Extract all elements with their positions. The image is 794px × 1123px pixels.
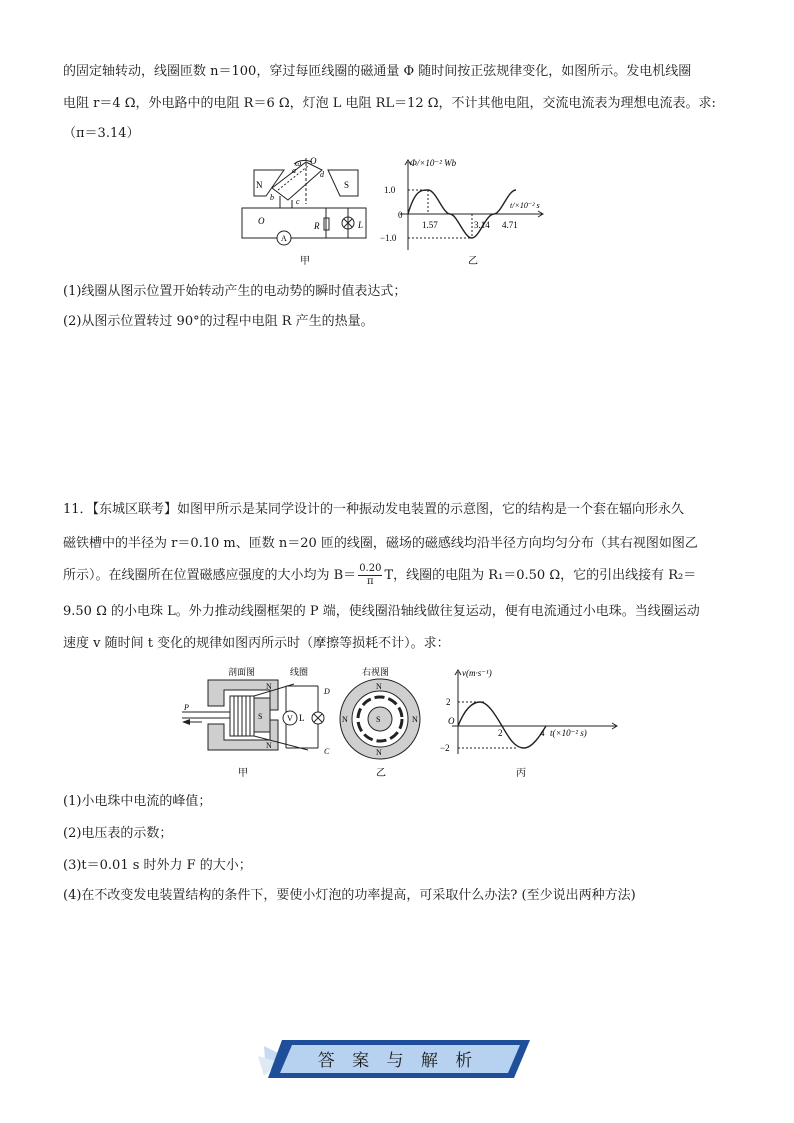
ammeter-label: A <box>281 234 287 243</box>
t-tick-1: 2 <box>498 728 503 738</box>
t-axis-label: t(×10⁻² s) <box>550 728 587 738</box>
figure-caption-bing: 丙 <box>516 768 526 779</box>
point-p-label: P <box>184 703 189 712</box>
x-tick-2: 3.14 <box>474 220 490 230</box>
y-axis-label: Φ/×10⁻² Wb <box>410 158 457 168</box>
voltmeter-label: V <box>287 714 293 723</box>
section-view-label: 剖面图 <box>228 668 256 678</box>
pole-n-top: N <box>266 682 272 691</box>
figure-caption-jia: 甲 <box>300 256 310 267</box>
x-tick-3: 4.71 <box>502 220 518 230</box>
corner-a-label: a <box>292 166 296 175</box>
y-tick-pos: 1.0 <box>384 185 396 195</box>
figure-caption-yi: 乙 <box>468 256 478 267</box>
figure-caption-yi-11: 乙 <box>376 768 386 779</box>
q10-text-line-2: 电阻 r＝4 Ω，外电路中的电阻 R＝6 Ω，灯泡 L 电阻 RL＝12 Ω，不计其他电阻，交流电流表为理想电流表。求: <box>63 96 716 111</box>
q11-text-line-3 <box>63 562 735 590</box>
corner-c-label: c <box>296 197 300 206</box>
right-view-pole-n-left: N <box>342 715 348 724</box>
v-axis-label: v(m·s⁻¹) <box>462 668 492 678</box>
axis-o-left-label: O <box>258 216 265 226</box>
v-tick-neg: −2 <box>440 743 450 753</box>
q11-text-line-5: 速度 v 随时间 t 变化的规律如图丙所示时（摩擦等损耗不计）。求： <box>63 636 450 651</box>
x-tick-1: 1.57 <box>422 220 438 230</box>
lamp-label: L <box>299 713 305 723</box>
axis-o-top-label: O <box>310 156 317 166</box>
q11-text-line-1: 11．【东城区联考】如图甲所示是某同学设计的一种振动发电装置的示意图，它的结构是一个套在辐向形永久 <box>63 502 685 517</box>
q11-line3-end: T，线圈的电阻为 R₁＝0.50 Ω，它的引出线接有 R₂＝ <box>384 568 697 583</box>
q11-figure-yi <box>334 662 428 782</box>
corner-b-label: b <box>270 193 274 202</box>
x-axis-label: t/×10⁻² s <box>510 201 540 210</box>
pole-s-mid: S <box>258 712 263 721</box>
pole-n-label: N <box>256 180 263 190</box>
banner-title: 答 案 与 解 析 <box>317 1051 479 1071</box>
right-view-pole-n-right: N <box>412 715 418 724</box>
v-tick-pos: 2 <box>446 697 451 707</box>
origin-label: 0 <box>398 210 403 220</box>
q11-line3-start: 所示）。在线圈所在位置磁感应强度的大小均为 B＝ <box>63 568 357 583</box>
q11-sub-question-1: (1)小电珠中电流的峰值； <box>63 794 212 809</box>
q11-sub-question-2: (2)电压表的示数； <box>63 826 173 841</box>
q11-sub-question-3: (3)t＝0.01 s 时外力 F 的大小； <box>63 858 252 873</box>
right-view-pole-n-top: N <box>376 682 382 691</box>
v-origin-label: O <box>448 716 455 726</box>
figure-caption-jia-11: 甲 <box>238 768 248 779</box>
right-view-pole-n-bottom: N <box>376 748 382 757</box>
q10-figure-jia <box>236 156 376 270</box>
pole-n-bottom: N <box>266 741 272 750</box>
fraction-denominator: π <box>367 576 374 587</box>
pole-s-label: S <box>344 180 350 190</box>
q10-sub-question-1: (1)线圈从图示位置开始转动产生的电动势的瞬时值表达式； <box>63 284 407 299</box>
right-view-label: 右视图 <box>362 668 390 678</box>
lamp-l-label: L <box>358 220 364 230</box>
b-field-fraction <box>358 563 382 588</box>
terminal-d-label: D <box>324 687 330 696</box>
y-tick-neg: −1.0 <box>380 233 397 243</box>
velocity-sine-curve <box>458 702 546 748</box>
q10-text-line-1: 的固定轴转动，线圈匝数 n＝100，穿过每匝线圈的磁通量 Φ 随时间按正弦规律变化，如图所示。发电机线圈 <box>63 64 692 79</box>
q10-text-line-3: （π＝3.14） <box>63 126 140 141</box>
q11-sub-question-4: (4)在不改变发电装置结构的条件下，要使小灯泡的功率提高，可采取什么办法? (至少说出两种方法) <box>63 888 636 903</box>
q10-sub-question-2: (2)从图示位置转过 90°的过程中电阻 R 产生的热量。 <box>63 314 374 329</box>
q11-text-line-2: 磁铁槽中的半径为 r＝0.10 m、匝数 n＝20 匝的线圈，磁场的磁感线均沿半径方向均匀分布（其右视图如图乙 <box>63 536 698 551</box>
q11-text-line-4: 9.50 Ω 的小电珠 L。外力推动线圈框架的 P 端，使线圈沿轴线做往复运动，便有电流通过小电珠。当线圈运动 <box>63 604 700 619</box>
q11-figure-jia <box>178 662 336 782</box>
fraction-numerator: 0.20 <box>359 563 382 574</box>
answer-banner <box>258 1036 540 1082</box>
q10-figure-yi <box>370 156 560 270</box>
q11-figure-bing <box>436 662 626 782</box>
corner-d-label: d <box>320 170 324 179</box>
coil-label: 线圈 <box>290 668 309 678</box>
resistor-r-label: R <box>314 221 320 231</box>
right-view-pole-s-center: S <box>376 715 381 724</box>
omega-label: ω <box>295 158 302 168</box>
t-tick-2: 4 <box>540 728 545 738</box>
terminal-c-label: C <box>324 747 330 756</box>
